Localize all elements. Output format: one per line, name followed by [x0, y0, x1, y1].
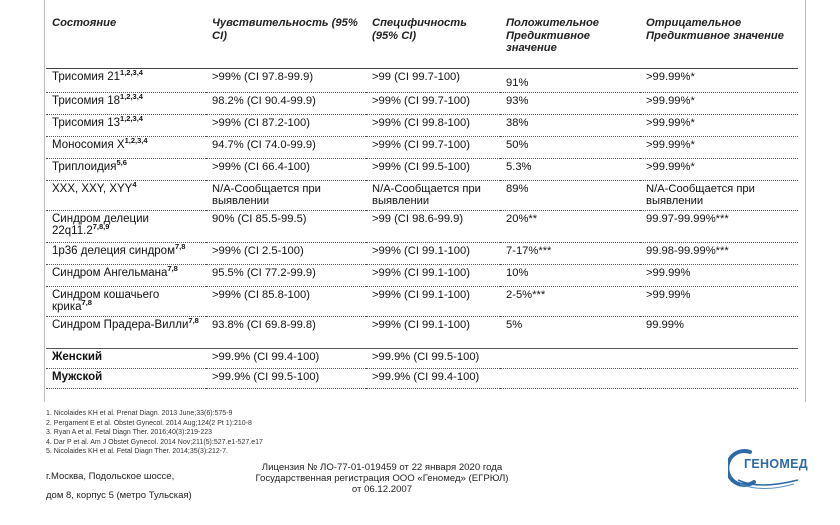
condition-cell — [46, 242, 206, 264]
ppv-cell: 5% — [500, 316, 640, 348]
reference-superscript: 1,2,3,4 — [120, 113, 143, 123]
condition-name: 1p36 делеция синдром — [52, 244, 175, 257]
license-line-3: от 06.12.2007 — [351, 484, 413, 496]
table-row — [46, 286, 798, 316]
specificity-cell: >99% (CI 99.7-100) — [366, 92, 500, 114]
reference-superscript: 7,8 — [188, 315, 199, 325]
condition-name: Моносомия X — [52, 138, 125, 151]
specificity-cell: N/A-Сообщается при выявлении — [366, 180, 500, 210]
sex-row — [46, 368, 798, 388]
logo-text: ГЕНОМЕД — [744, 457, 808, 471]
header-sensitivity: Чувствительность (95% CI) — [206, 12, 366, 69]
condition-cell — [46, 210, 206, 242]
reference-superscript: 1,2,3,4 — [120, 68, 143, 78]
reference-item: 2. Pergament E et al. Obstet Gynecol. 2014 Aug;124(2 Pt 1):210-8 — [46, 419, 252, 427]
table-row — [46, 69, 798, 93]
condition-name: Синдром Ангельмана — [52, 266, 168, 279]
npv-cell: >99.99%* — [640, 158, 798, 180]
sensitivity-cell: 98.2% (CI 90.4-99.9) — [206, 92, 366, 114]
reference-item: 1. Nicolaides KH et al. Prenat Diagn. 2013 June;33(6):575-9 — [46, 410, 233, 417]
ppv-cell: 38% — [500, 114, 640, 136]
table-row — [46, 158, 798, 180]
header-npv: Отрицательное Предиктивное значение — [640, 12, 798, 69]
specificity-cell: >99% (CI 99.1-100) — [366, 316, 500, 348]
table-row — [46, 210, 798, 242]
sensitivity-cell: 95.5% (CI 77.2-99.9) — [206, 264, 366, 286]
ppv-cell: 91% — [500, 69, 640, 93]
license-info — [232, 462, 532, 496]
condition-name: Трисомия 18 — [52, 94, 121, 107]
table-row — [46, 242, 798, 264]
reference-superscript: 5,6 — [116, 157, 127, 167]
condition-cell — [46, 136, 206, 158]
sensitivity-cell: >99% (CI 66.4-100) — [206, 158, 366, 180]
sensitivity-cell: >99% (CI 87.2-100) — [206, 114, 366, 136]
specificity-cell: >99.9% (CI 99.4-100) — [366, 368, 500, 388]
condition-name: Синдром Прадера-Вилли — [52, 318, 189, 331]
npv-cell: 99.97-99.99%*** — [640, 210, 798, 242]
npv-cell: >99.99%* — [640, 92, 798, 114]
reference-item: 5. Nicolaides KH et al. Fetal Diagn Ther. 2014;35(3):212-7. — [46, 448, 228, 456]
specificity-cell: >99 (CI 99.7-100) — [366, 69, 500, 93]
table-row — [46, 180, 798, 210]
header-condition: Состояние — [46, 12, 206, 69]
reference-item: 3. Ryan A et al. Fetal Diagn Ther. 2016;40(3):219-223 — [46, 429, 213, 437]
sex-label: Мужской — [46, 368, 206, 388]
references-list — [46, 409, 263, 457]
clinic-address — [46, 467, 192, 505]
reference-superscript: 1,2,3,4 — [124, 135, 148, 145]
reference-superscript: 7,8 — [174, 241, 186, 251]
header-specificity: Специфичность (95% CI) — [366, 12, 500, 69]
reference-superscript: 1,2,3,4 — [120, 91, 143, 101]
condition-cell — [46, 92, 206, 114]
npv-cell: N/A-Сообщается при выявлении — [640, 180, 798, 210]
ppv-cell: 20%** — [500, 210, 640, 242]
npv-cell: >99.99%* — [640, 69, 798, 93]
ppv-cell: 93% — [500, 92, 640, 114]
empty-cell — [500, 368, 640, 388]
license-line-1: Лицензия № ЛО-77-01-019459 от 22 января 2020 года — [261, 462, 503, 473]
address-line-2: дом 8, корпус 5 (метро Тульская) — [46, 490, 192, 501]
reference-item: 4. Dar P et al. Am J Obstet Gynecol. 2014 Nov;211(5):527.e1-527.e17 — [46, 438, 263, 446]
empty-cell — [640, 348, 798, 368]
condition-cell — [46, 69, 206, 93]
specificity-cell: >99% (CI 99.1-100) — [366, 242, 500, 264]
sex-label: Женский — [46, 348, 206, 368]
condition-cell — [46, 180, 206, 210]
license-line-2: Государственная регистрация ООО «Геномед» (ЕГРЮЛ) — [255, 473, 509, 485]
specificity-cell: >99% (CI 99.1-100) — [366, 286, 500, 316]
npv-cell: 99.98-99.99%*** — [640, 242, 798, 264]
table-row — [46, 264, 798, 286]
specificity-cell: >99.9% (CI 99.5-100) — [366, 348, 500, 368]
table-row — [46, 136, 798, 158]
sensitivity-cell: 93.8% (CI 69.8-99.8) — [206, 316, 366, 348]
condition-name: Синдром кошачьего крика — [52, 288, 160, 313]
empty-cell — [640, 368, 798, 388]
npv-cell: >99.99% — [640, 264, 798, 286]
condition-name: Трисомия 21 — [52, 71, 121, 83]
header-ppv: Положительное Предиктивное значение — [500, 12, 640, 69]
specificity-cell: >99% (CI 99.8-100) — [366, 114, 500, 136]
npv-cell: >99.99% — [640, 286, 798, 316]
ppv-cell: 89% — [500, 180, 640, 210]
nipt-performance-table — [46, 12, 798, 389]
condition-cell — [46, 286, 206, 316]
empty-cell — [500, 348, 640, 368]
specificity-cell: >99 (CI 98.6-99.9) — [366, 210, 500, 242]
npv-cell: 99.99% — [640, 316, 798, 348]
npv-cell: >99.99%* — [640, 136, 798, 158]
sex-row — [46, 348, 798, 368]
specificity-cell: >99% (CI 99.5-100) — [366, 158, 500, 180]
table-row — [46, 92, 798, 114]
specificity-cell: >99% (CI 99.7-100) — [366, 136, 500, 158]
sensitivity-cell: >99.9% (CI 99.4-100) — [206, 348, 366, 368]
table-row — [46, 316, 798, 348]
sensitivity-cell: >99% (CI 85.8-100) — [206, 286, 366, 316]
sensitivity-cell: >99% (CI 97.8-99.9) — [206, 69, 366, 93]
ppv-cell: 7-17%*** — [500, 242, 640, 264]
sensitivity-cell: 90% (CI 85.5-99.5) — [206, 210, 366, 242]
sensitivity-cell: 94.7% (CI 74.0-99.9) — [206, 136, 366, 158]
address-line-1: г.Москва, Подольское шоссе, — [46, 471, 175, 482]
condition-name: Триплоидия — [52, 160, 117, 173]
condition-name: XXX, XXY, XYY — [52, 182, 133, 195]
sensitivity-cell: >99% (CI 2.5-100) — [206, 242, 366, 264]
table-row — [46, 114, 798, 136]
condition-name: Синдром делеции 22q11.2 — [52, 212, 149, 237]
condition-name: Трисомия 13 — [52, 116, 121, 129]
reference-superscript: 7,8 — [167, 263, 178, 273]
ppv-cell: 5.3% — [500, 158, 640, 180]
condition-cell — [46, 158, 206, 180]
ppv-cell: 10% — [500, 264, 640, 286]
condition-cell — [46, 316, 206, 348]
sensitivity-cell: N/A-Сообщается при выявлении — [206, 180, 366, 210]
sensitivity-cell: >99.9% (CI 99.5-100) — [206, 368, 366, 388]
table-header-row — [46, 12, 798, 69]
condition-cell — [46, 264, 206, 286]
reference-superscript: 7,8,9 — [92, 222, 110, 232]
npv-cell: >99.99%* — [640, 114, 798, 136]
specificity-cell: >99% (CI 99.1-100) — [366, 264, 500, 286]
reference-superscript: 4 — [132, 179, 137, 189]
ppv-cell: 50% — [500, 136, 640, 158]
reference-superscript: 7,8 — [81, 298, 92, 308]
ppv-cell: 2-5%*** — [500, 286, 640, 316]
condition-cell — [46, 114, 206, 136]
